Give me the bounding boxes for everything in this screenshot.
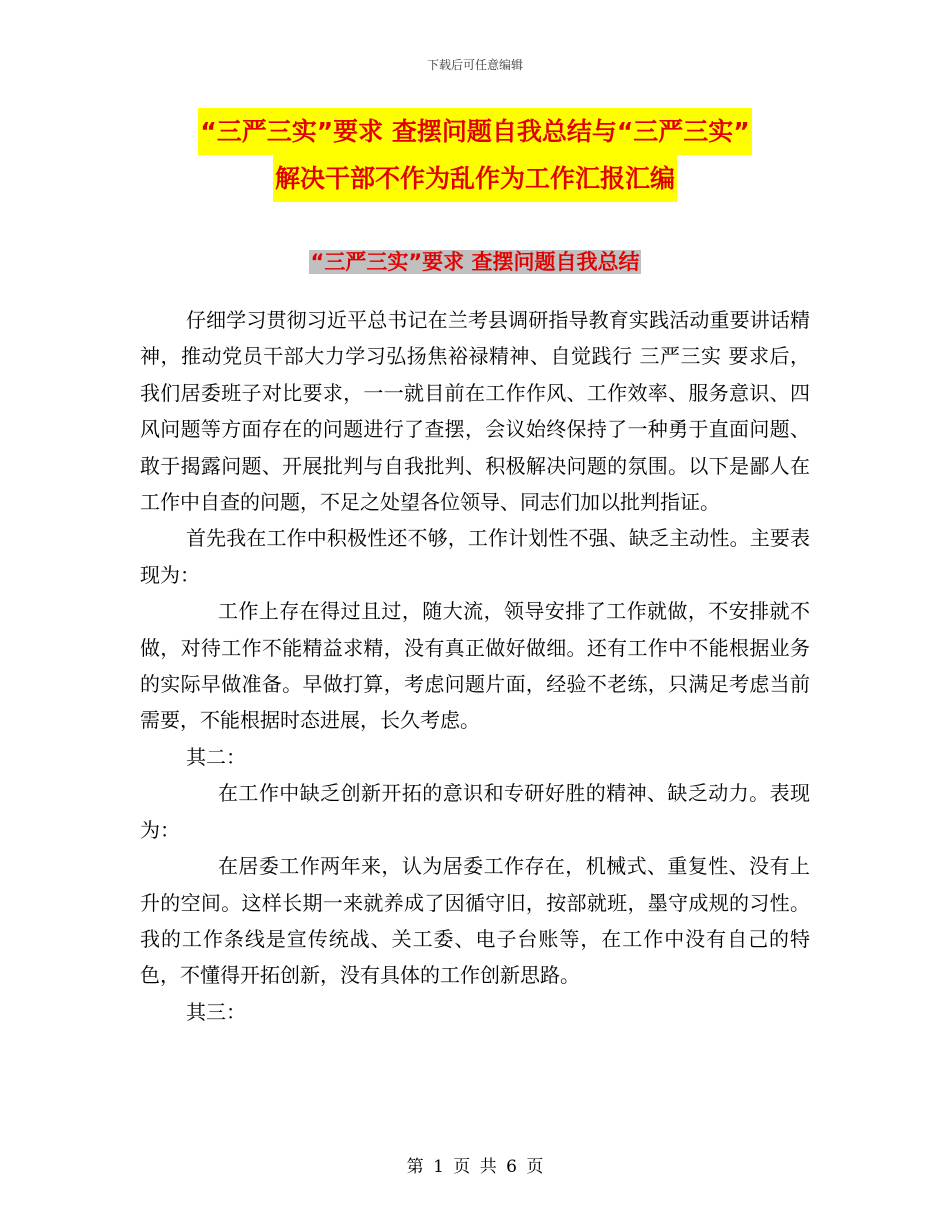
paragraph-intro: 仔细学习贯彻习近平总书记在兰考县调研指导教育实践活动重要讲话精神，推动党员干部大力学习弘扬焦裕禄精神、自觉践行 三严三实 要求后，我们居委班子对比要求，一一就目前在工作作风、工作效率、服务意识、四风问题等方面存在的问题进行了查摆，会议始终保持了一种勇于直面问题、敢于揭露问题、开展批判与自我批判、积极解决问题的氛围。以下是鄙人在工作中自查的问题，不足之处望各位领导、同志们加以批判指证。	[140, 308, 810, 515]
paragraph-first-detail: 工作上存在得过且过，随大流，领导安排了工作就做，不安排就不做，对待工作不能精益求精，没有真正做好做细。还有工作中不能根据业务的实际早做准备。早做打算，考虑问题片面，经验不老练，只满足考虑当前需要，不能根据时态进展，长久考虑。	[140, 599, 810, 733]
document-title	[0, 108, 950, 202]
title-line-2: 解决干部不作为乱作为工作汇报汇编	[273, 155, 677, 202]
paragraph-first-issue: 首先我在工作中积极性还不够，工作计划性不强、缺乏主动性。主要表现为：	[140, 526, 810, 587]
paragraph-second-heading: 其二：	[186, 744, 246, 769]
paragraph-second-issue: 在工作中缺乏创新开拓的意识和专研好胜的精神、缺乏动力。表现为：	[140, 781, 810, 842]
page-number: 第 1 页 共 6 页	[406, 1157, 544, 1177]
section-title-text: “三严三实”要求 查摆问题自我总结	[310, 250, 640, 274]
title-line-1: “三严三实”要求 查摆问题自我总结与“三严三实”	[198, 108, 751, 155]
paragraph-second-detail: 在居委工作两年来，认为居委工作存在，机械式、重复性、没有上升的空间。这样长期一来就养成了因循守旧，按部就班，墨守成规的习性。我的工作条线是宣传统战、关工委、电子台账等，在工作中没有自己的特色，不懂得开拓创新，没有具体的工作创新思路。	[140, 854, 810, 988]
section-title	[0, 244, 950, 280]
document-body	[140, 302, 810, 1030]
page-header-note: 下载后可任意编辑	[426, 58, 523, 72]
paragraph-third-heading: 其三：	[186, 999, 246, 1024]
